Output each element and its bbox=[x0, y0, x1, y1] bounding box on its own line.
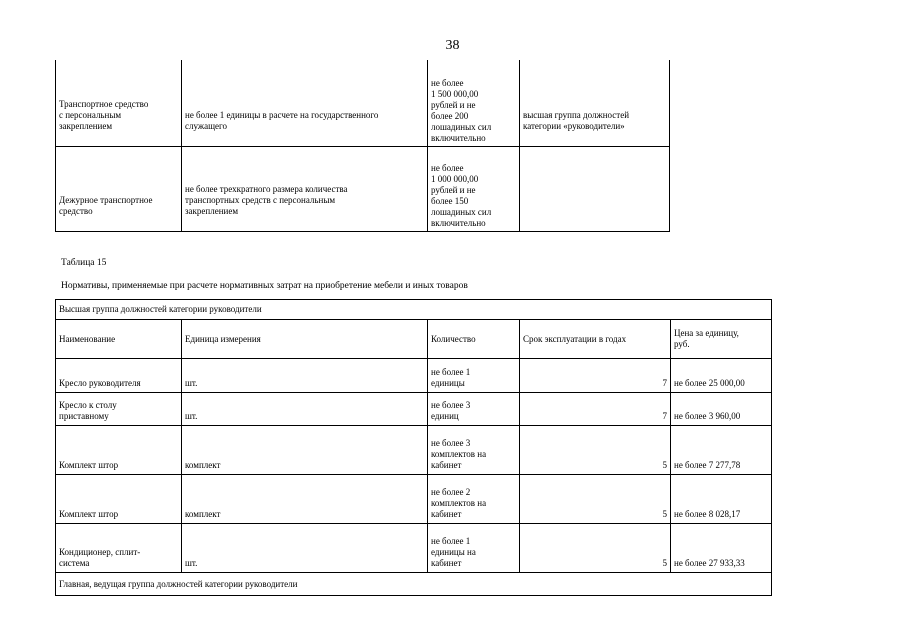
cell-quantity bbox=[182, 146, 428, 231]
table-row bbox=[56, 60, 670, 146]
cell-name bbox=[56, 393, 182, 426]
cell-unit: комплект bbox=[182, 475, 428, 524]
cell-price: не более 3 960,00 bbox=[671, 393, 772, 426]
cell-unit: комплект bbox=[182, 426, 428, 475]
column-header: Количество bbox=[428, 320, 520, 359]
table-row bbox=[56, 426, 772, 475]
cell-line: Транспортное средство bbox=[59, 98, 149, 109]
cell-quantity bbox=[428, 524, 520, 573]
cell-group bbox=[520, 146, 670, 231]
cell-quantity bbox=[428, 475, 520, 524]
cell-line: лошадиных сил bbox=[431, 206, 492, 217]
page-number: 38 bbox=[445, 38, 460, 53]
group-header-row bbox=[56, 573, 772, 596]
table-row bbox=[56, 393, 772, 426]
cell-line: Кондиционер, сплит- bbox=[59, 547, 141, 557]
cell-line: Комплект штор bbox=[59, 509, 119, 519]
cell-line: не более bbox=[431, 77, 464, 88]
cell-name bbox=[56, 524, 182, 573]
table-row bbox=[56, 475, 772, 524]
column-header: Наименование bbox=[56, 320, 182, 359]
cell-line: не более 3 bbox=[431, 400, 471, 410]
cell-price: не более 7 277,78 bbox=[671, 426, 772, 475]
column-header: Единица измерения bbox=[182, 320, 428, 359]
cell-line: не более 1 bbox=[431, 367, 471, 377]
cell-unit: шт. bbox=[182, 524, 428, 573]
cell-line: не более 1 единицы в расчете на государственного bbox=[185, 109, 379, 120]
table-title: Нормативы, применяемые при расчете нормативных затрат на приобретение мебели и иных товаров bbox=[61, 281, 468, 291]
cell-line: Кресло руководителя bbox=[59, 378, 141, 388]
cell-line: единиц bbox=[431, 411, 459, 421]
cell-name bbox=[56, 60, 182, 146]
cell-price: не более 27 933,33 bbox=[671, 524, 772, 573]
cell-unit: шт. bbox=[182, 359, 428, 393]
cell-line: единицы bbox=[431, 378, 465, 388]
cell-line: система bbox=[59, 558, 90, 568]
cell-price bbox=[428, 60, 520, 146]
cell-line: закреплением bbox=[185, 205, 239, 216]
cell-quantity bbox=[428, 393, 520, 426]
cell-line: не более bbox=[431, 162, 464, 173]
cell-line: средство bbox=[59, 205, 93, 216]
cell-name bbox=[56, 475, 182, 524]
cell-quantity bbox=[428, 426, 520, 475]
cell-term: 5 bbox=[520, 475, 671, 524]
cell-line: Комплект штор bbox=[59, 460, 119, 470]
cell-group bbox=[520, 60, 670, 146]
cell-line: высшая группа должностей bbox=[523, 109, 630, 120]
cell-line: приставному bbox=[59, 411, 109, 421]
cell-line: закреплением bbox=[59, 120, 113, 131]
cell-price: не более 8 028,17 bbox=[671, 475, 772, 524]
group-header-row bbox=[56, 300, 772, 320]
cell-line: 1 500 000,00 bbox=[431, 88, 479, 99]
furniture-table bbox=[55, 299, 772, 596]
cell-quantity bbox=[182, 60, 428, 146]
table-row bbox=[56, 524, 772, 573]
cell-line: Кресло к столу bbox=[59, 400, 117, 410]
cell-line: единицы на bbox=[431, 547, 476, 557]
table-row bbox=[56, 146, 670, 231]
cell-line: кабинет bbox=[431, 460, 462, 470]
header-line: руб. bbox=[674, 339, 690, 349]
column-header-row bbox=[56, 320, 772, 359]
cell-line: не более 1 bbox=[431, 536, 471, 546]
cell-unit: шт. bbox=[182, 393, 428, 426]
cell-line: не более 3 bbox=[431, 438, 471, 448]
cell-line: не более 2 bbox=[431, 487, 471, 497]
column-header: Срок эксплуатации в годах bbox=[520, 320, 671, 359]
cell-line: транспортных средств с персональным bbox=[185, 194, 336, 205]
table-label: Таблица 15 bbox=[61, 258, 107, 268]
transport-table bbox=[55, 60, 670, 232]
cell-line: более 200 bbox=[431, 110, 469, 121]
cell-name bbox=[56, 426, 182, 475]
column-header bbox=[671, 320, 772, 359]
cell-price: не более 25 000,00 bbox=[671, 359, 772, 393]
cell-name bbox=[56, 146, 182, 231]
cell-line: включительно bbox=[431, 217, 486, 228]
cell-quantity bbox=[428, 359, 520, 393]
cell-term: 5 bbox=[520, 426, 671, 475]
header-line: Цена за единицу, bbox=[674, 328, 739, 338]
group-header: Высшая группа должностей категории руководители bbox=[56, 300, 772, 320]
cell-price bbox=[428, 146, 520, 231]
cell-line: кабинет bbox=[431, 558, 462, 568]
cell-line: комплектов на bbox=[431, 449, 487, 459]
cell-term: 5 bbox=[520, 524, 671, 573]
cell-line: с персональным bbox=[59, 109, 122, 120]
cell-name bbox=[56, 359, 182, 393]
cell-line: более 150 bbox=[431, 195, 469, 206]
cell-line: 1 000 000,00 bbox=[431, 173, 479, 184]
cell-term: 7 bbox=[520, 359, 671, 393]
cell-line: кабинет bbox=[431, 509, 462, 519]
cell-line: рублей и не bbox=[431, 99, 476, 110]
table-row bbox=[56, 359, 772, 393]
cell-line: рублей и не bbox=[431, 184, 476, 195]
cell-term: 7 bbox=[520, 393, 671, 426]
cell-line: включительно bbox=[431, 132, 486, 143]
cell-line: лошадиных сил bbox=[431, 121, 492, 132]
cell-line: служащего bbox=[185, 120, 227, 131]
cell-line: не более трехкратного размера количества bbox=[185, 183, 348, 194]
group-header: Главная, ведущая группа должностей категории руководители bbox=[56, 573, 772, 596]
cell-line: комплектов на bbox=[431, 498, 487, 508]
cell-line: Дежурное транспортное bbox=[59, 194, 153, 205]
cell-line: категории «руководители» bbox=[523, 120, 625, 131]
